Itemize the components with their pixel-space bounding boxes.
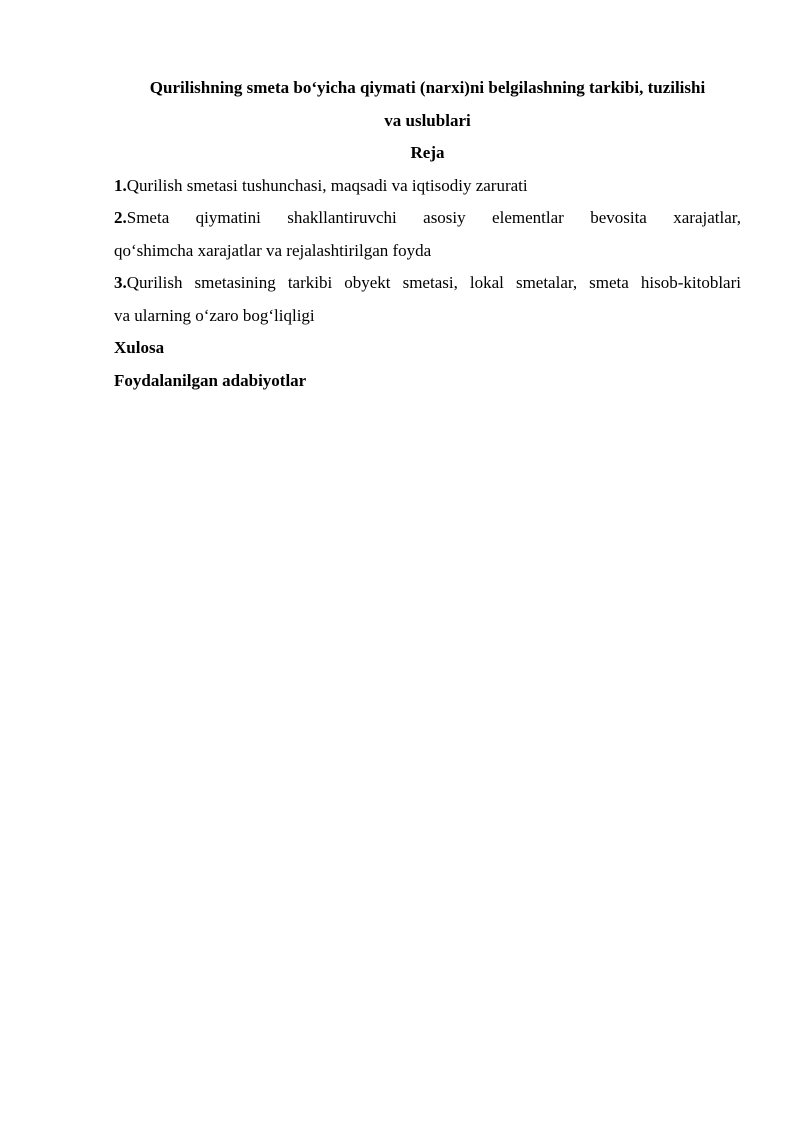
plan-item-1-line-1 (114, 170, 741, 203)
plan-item-2-text-2: qo‘shimcha xarajatlar va rejalashtirilgan foyda (114, 240, 432, 260)
document-title-line-2: va uslublari (384, 110, 471, 130)
references-heading: Foydalanilgan adabiyotlar (114, 370, 307, 390)
conclusion-heading: Xulosa (114, 338, 165, 357)
document-title-line-1: Qurilishning smeta bo‘yicha qiymati (narxi)ni belgilashning tarkibi, tuzilishi (149, 78, 706, 97)
plan-item-2-text-1: Smeta qiymatini shakllantiruvchi asosiy elementlar bevosita xarajatlar, (126, 208, 741, 227)
plan-item-3-line-1 (114, 267, 741, 300)
plan-item-2 (114, 202, 741, 267)
plan-item-3-text-1: Qurilish smetasining tarkibi obyekt smetasi, lokal smetalar, smeta hisob-kitoblari (126, 273, 741, 292)
plan-item-3 (114, 267, 741, 332)
document-content (114, 72, 741, 397)
plan-item-1 (114, 170, 741, 203)
plan-item-2-number: 2. (114, 208, 127, 227)
plan-item-3-number: 3. (114, 273, 127, 292)
plan-item-1-text: Qurilish smetasi tushunchasi, maqsadi va iqtisodiy zarurati (126, 175, 528, 195)
document-title (114, 72, 741, 137)
plan-item-3-text-2: va ularning o‘zaro bog‘liqligi (114, 305, 315, 325)
plan-item-2-line-1 (114, 202, 741, 235)
plan-item-1-number: 1. (114, 175, 127, 195)
plan-heading: Reja (410, 143, 445, 162)
plan-list (114, 170, 741, 333)
